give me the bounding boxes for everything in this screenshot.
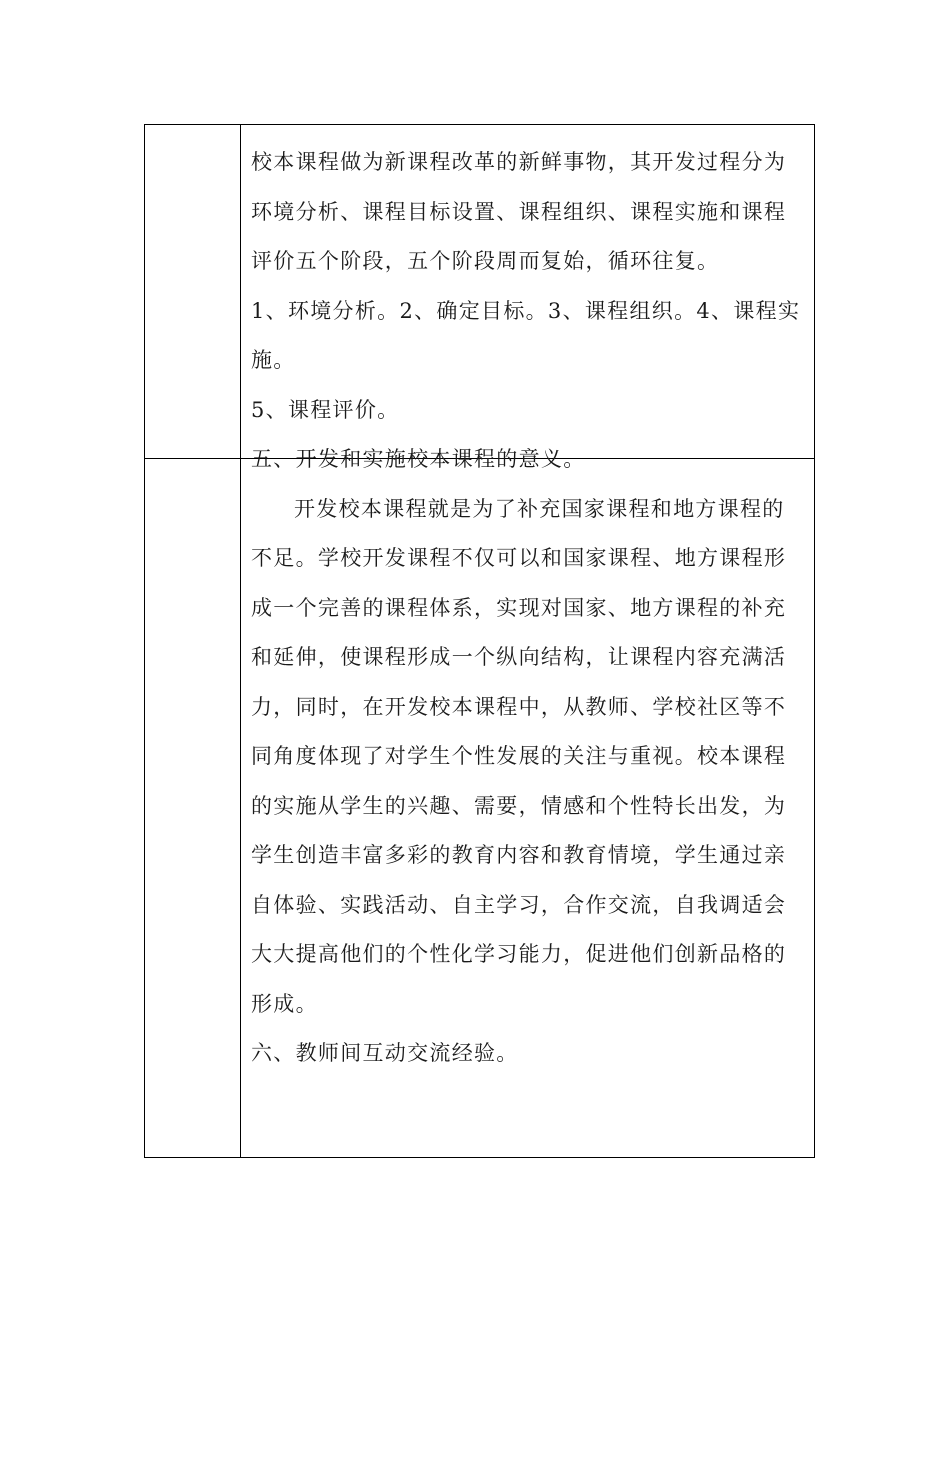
text-line: 形成。 (251, 991, 318, 1016)
text-line: 评价五个阶段，五个阶段周而复始，循环往复。 (251, 249, 720, 273)
text-line: 施。 (251, 348, 296, 372)
section-heading: 六、教师间互动交流经验。 (251, 1041, 519, 1065)
left-column-cell (145, 125, 241, 1157)
text-line: 5、课程评价。 (251, 397, 400, 422)
text-line: 同角度体现了对学生个性发展的关注与重视。校本课程 (251, 744, 787, 768)
section-heading: 五、开发和实施校本课程的意义。 (251, 447, 586, 471)
paragraph-first-line: 开发校本课程就是为了补充国家课程和地方课程的 (294, 496, 785, 521)
text-line: 环境分析、课程目标设置、课程组织、课程实施和课程 (251, 199, 787, 224)
text-line: 的实施从学生的兴趣、需要，情感和个性特长出发，为 (251, 793, 787, 818)
text-line: 1、环境分析。2、确定目标。3、课程组织。4、课程实 (251, 298, 801, 323)
text-line: 学生创造丰富多彩的教育内容和教育情境，学生通过亲 (251, 843, 787, 867)
text-line: 力，同时，在开发校本课程中，从教师、学校社区等不 (251, 694, 787, 719)
main-table (144, 124, 815, 1158)
text-line: 不足。学校开发课程不仅可以和国家课程、地方课程形 (251, 546, 787, 570)
text-line: 校本课程做为新课程改革的新鲜事物，其开发过程分为 (251, 150, 787, 174)
text-line: 和延伸，使课程形成一个纵向结构，让课程内容充满活 (251, 645, 787, 669)
text-line: 成一个完善的课程体系，实现对国家、地方课程的补充 (251, 595, 787, 620)
text-line: 大大提高他们的个性化学习能力，促进他们创新品格的 (251, 942, 787, 966)
text-line: 自体验、实践活动、自主学习，合作交流，自我调适会 (251, 892, 787, 917)
right-column-cell (241, 125, 814, 1157)
